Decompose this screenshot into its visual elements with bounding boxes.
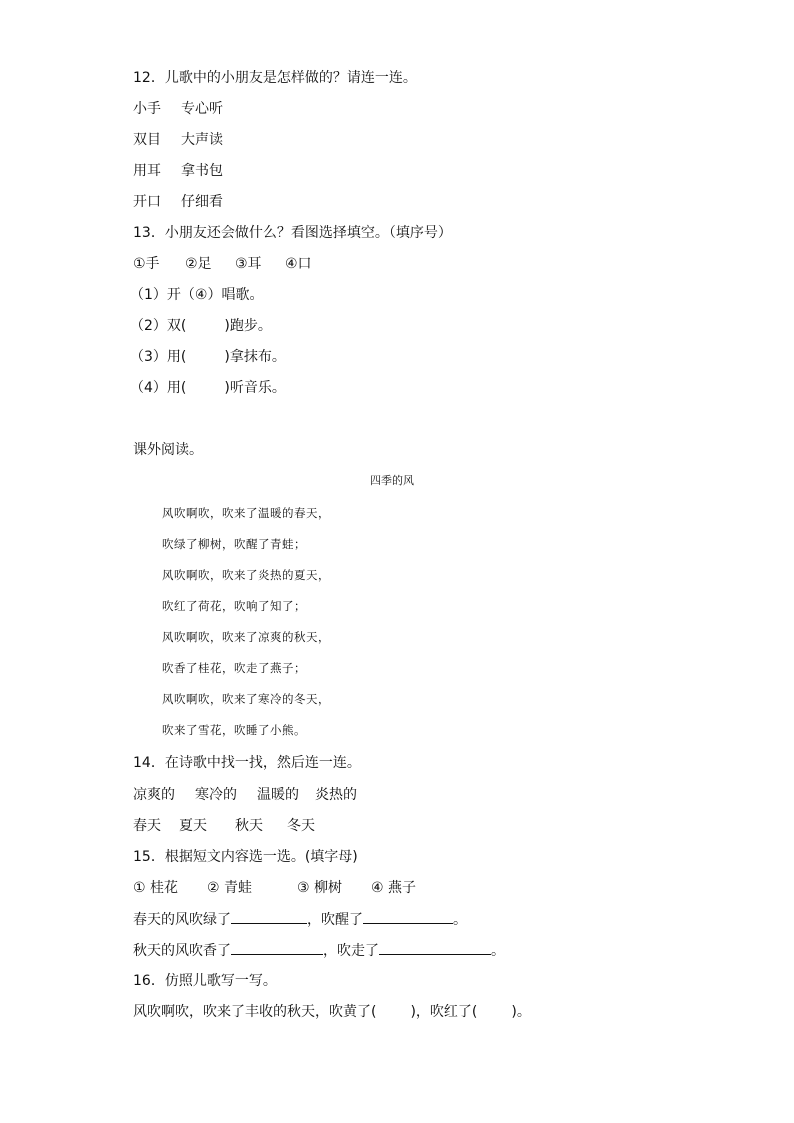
- q13-item-pre: 开（: [166, 287, 195, 303]
- q13-item-pre: 用(: [166, 349, 187, 365]
- q15-option: ② 青蛙: [207, 880, 253, 896]
- q12-right-item: 仔细看: [181, 194, 223, 210]
- q14-top-item: 凉爽的: [133, 787, 175, 803]
- q13-item-num: （1）: [130, 287, 167, 303]
- poem-title: 四季的风: [370, 474, 414, 487]
- poem-line: 吹来了雪花，吹睡了小熊。: [162, 723, 306, 737]
- q15-blank[interactable]: [379, 940, 491, 955]
- q13-item-post: )跑步。: [224, 318, 272, 334]
- q14-top-row: [133, 785, 357, 805]
- q14-bottom-item: 冬天: [287, 818, 315, 834]
- poem-line: 吹绿了柳树，吹醒了青蛙；: [162, 537, 306, 551]
- q15-blank[interactable]: [231, 909, 307, 924]
- q13-item-num: （4）: [130, 380, 167, 396]
- q12-right-item: 大声读: [181, 132, 223, 148]
- q13-item-pre: 双(: [166, 318, 187, 334]
- q13-option: ②足: [185, 256, 212, 272]
- q15-title: 15．根据短文内容选一选。(填字母): [133, 849, 358, 865]
- q12-left-item: 用耳: [133, 163, 161, 179]
- q15-blank[interactable]: [231, 940, 323, 955]
- q12-right-item: 专心听: [181, 101, 223, 117]
- q13-item-num: （3）: [130, 349, 167, 365]
- q13-item-3: [130, 347, 286, 367]
- q13-item-post: ）唱歌。: [207, 287, 264, 303]
- q13-option: ③耳: [235, 256, 262, 272]
- q14-bottom-item: 夏天: [179, 818, 207, 834]
- q16-text: 风吹啊吹，吹来了丰收的秋天，吹黄了(: [133, 1004, 377, 1020]
- q15-option: ① 桂花: [133, 880, 179, 896]
- q12-right-item: 拿书包: [181, 163, 223, 179]
- q12-title: 12．儿歌中的小朋友是怎样做的？请连一连。: [133, 70, 417, 86]
- q13-option: ①手: [133, 256, 160, 272]
- q16-text: )，吹红了(: [410, 1004, 478, 1020]
- q12-row-1: [133, 99, 223, 119]
- q12-row-2: [133, 130, 223, 150]
- reading-heading: 课外阅读。: [133, 442, 203, 458]
- q14-title: 14．在诗歌中找一找，然后连一连。: [133, 755, 361, 771]
- q12-left-item: 小手: [133, 101, 161, 117]
- q13-item-4: [130, 378, 286, 398]
- q14-top-item: 炎热的: [315, 787, 357, 803]
- q13-item-2: [130, 316, 272, 336]
- q13-title: 13．小朋友还会做什么？看图选择填空。（填序号）: [133, 225, 452, 241]
- poem-line: 吹红了荷花，吹响了知了；: [162, 599, 306, 613]
- q15-options: [133, 878, 416, 898]
- q15-line-2: [133, 940, 505, 961]
- q16-text: )。: [511, 1004, 531, 1020]
- q15-option: ③ 柳树: [297, 880, 343, 896]
- poem-line: 风吹啊吹，吹来了凉爽的秋天，: [162, 630, 330, 644]
- q13-item-1: [130, 285, 263, 305]
- poem-line: 吹香了桂花，吹走了燕子；: [162, 661, 306, 675]
- q13-item-pre: 用(: [166, 380, 187, 396]
- q15-text: 秋天的风吹香了: [133, 943, 231, 959]
- q12-left-item: 双目: [133, 132, 161, 148]
- q15-blank[interactable]: [363, 909, 453, 924]
- q13-item-post: )拿抹布。: [224, 349, 286, 365]
- q12-row-3: [133, 161, 223, 181]
- q13-options: [133, 254, 312, 274]
- q14-bottom-row: [133, 816, 315, 836]
- q13-option: ④口: [285, 256, 312, 272]
- q15-text: 。: [453, 912, 467, 928]
- q15-line-1: [133, 909, 467, 930]
- q13-item-post: )听音乐。: [224, 380, 286, 396]
- q12-left-item: 开口: [133, 194, 161, 210]
- poem-line: 风吹啊吹，吹来了寒冷的冬天，: [162, 692, 330, 706]
- q15-text: 。: [491, 943, 505, 959]
- q15-text: ，吹走了: [323, 943, 379, 959]
- q15-text: ，吹醒了: [307, 912, 363, 928]
- q16-title: 16．仿照儿歌写一写。: [133, 973, 277, 989]
- q14-top-item: 温暖的: [257, 787, 299, 803]
- q14-top-item: 寒冷的: [195, 787, 237, 803]
- q12-row-4: [133, 192, 223, 212]
- q14-bottom-item: 春天: [133, 818, 161, 834]
- q13-answer[interactable]: ④: [194, 287, 208, 303]
- q15-option: ④ 燕子: [371, 880, 417, 896]
- q13-item-num: （2）: [130, 318, 167, 334]
- poem-line: 风吹啊吹，吹来了温暖的春天，: [162, 506, 330, 520]
- q15-text: 春天的风吹绿了: [133, 912, 231, 928]
- q14-bottom-item: 秋天: [235, 818, 263, 834]
- poem-line: 风吹啊吹，吹来了炎热的夏天，: [162, 568, 330, 582]
- q16-line: [133, 1002, 531, 1022]
